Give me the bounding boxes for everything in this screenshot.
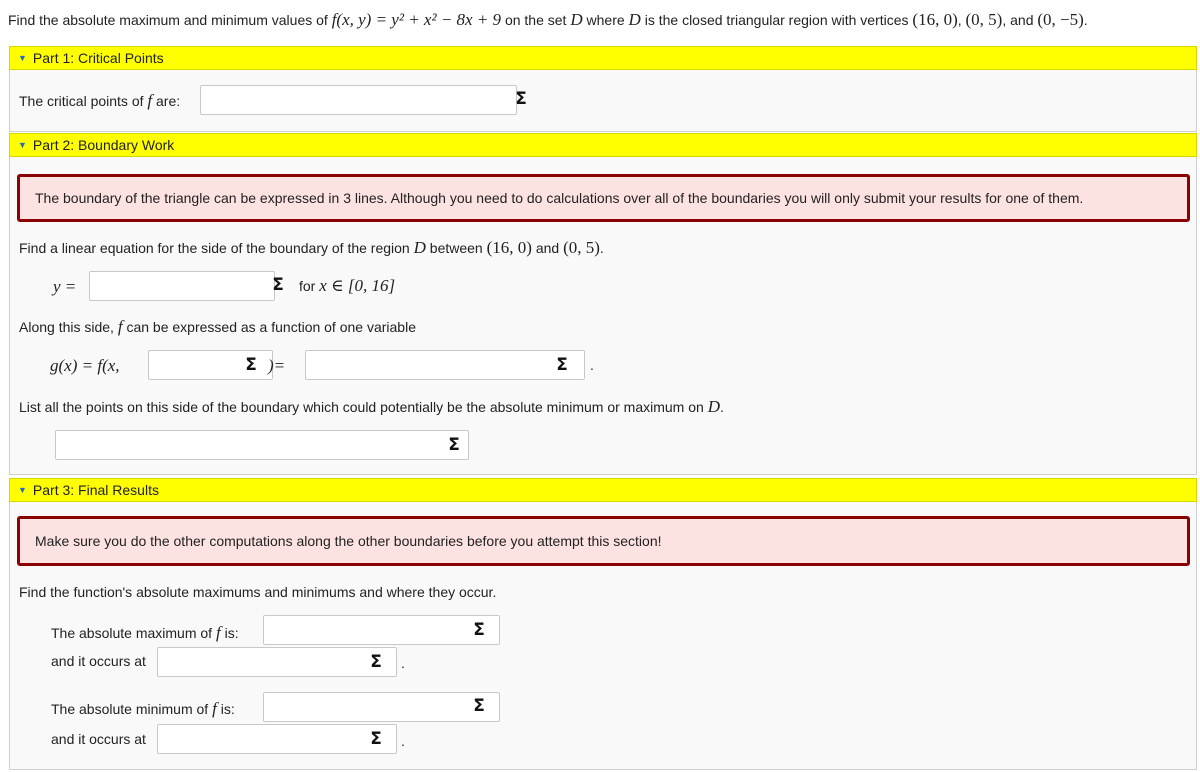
boundary-alert: The boundary of the triangle can be expressed in 3 lines. Although you need to do calculations over all of the boundaries you will only submit your results for one of them. (17, 174, 1190, 222)
g-function-label: g(x) = f(x, (50, 356, 120, 375)
part1-header[interactable]: ▼ Part 1: Critical Points (9, 46, 1197, 70)
absolute-min-label: The absolute minimum of f is: (51, 699, 235, 718)
min-location-label: and it occurs at (51, 731, 146, 747)
part3-panel: Make sure you do the other computations along the other boundaries before you attempt this section! Find the function's absolute maximums and minimums and where they occur. The absolute maximum of f is: Σ and it occurs at Σ . The absolute minimum of f is: Σ and it occurs at Σ . (9, 502, 1197, 770)
final-results-instructions: Find the function's absolute maximums and minimums and where they occur. (19, 584, 497, 600)
absolute-min-input[interactable] (263, 692, 500, 722)
g-expression-input[interactable] (305, 350, 585, 380)
question-text: Find the absolute maximum and minimum values of f(x, y) = y² + x² − 8x + 9 on the set D where D is the closed triangular region with vertices (16, 0), (0, 5), and (0, −5). (8, 10, 1088, 29)
along-side-label: Along this side, f can be expressed as a function of one variable (19, 317, 416, 336)
part2-header[interactable]: ▼ Part 2: Boundary Work (9, 133, 1197, 157)
sigma-icon[interactable]: Σ (272, 275, 284, 295)
sigma-icon[interactable]: Σ (370, 729, 382, 749)
collapse-triangle-icon[interactable]: ▼ (18, 53, 27, 63)
linear-equation-label: Find a linear equation for the side of the boundary of the region D between (16, 0) and (0, 5). (19, 238, 604, 257)
sigma-icon[interactable]: Σ (515, 89, 527, 109)
max-location-input[interactable] (157, 647, 397, 677)
final-results-alert: Make sure you do the other computations along the other boundaries before you attempt this section! (17, 516, 1190, 566)
critical-points-label: The critical points of f are: (19, 91, 181, 110)
min-location-input[interactable] (157, 724, 397, 754)
sigma-icon[interactable]: Σ (556, 355, 568, 375)
candidate-points-label: List all the points on this side of the boundary which could potentially be the absolute minimum or maximum on D. (19, 397, 724, 416)
interval-label: for x ∈ [0, 16] (299, 276, 396, 295)
linear-equation-input[interactable] (89, 271, 275, 301)
sigma-icon[interactable]: Σ (473, 696, 485, 716)
critical-points-input[interactable] (200, 85, 517, 115)
function-formula: f(x, y) = y² + x² − 8x + 9 (331, 10, 502, 29)
part3-header[interactable]: ▼ Part 3: Final Results (9, 478, 1197, 502)
sigma-icon[interactable]: Σ (448, 435, 460, 455)
part2-panel: The boundary of the triangle can be expressed in 3 lines. Although you need to do calculations over all of the boundaries you will only submit your results for one of them. Find a linear equation for the side of the boundary of the region D between (16, 0) and (0, 5). y = Σ for x ∈ [0, 16] Along this side, f can be expressed as a function of one variable g(x) = f(x, Σ )= Σ . List all the points on this side of the boundary which could potentially be the absolute minimum or maximum on D. Σ (9, 157, 1197, 475)
max-location-label: and it occurs at (51, 653, 146, 669)
absolute-max-label: The absolute maximum of f is: (51, 623, 239, 642)
sigma-icon[interactable]: Σ (370, 652, 382, 672)
sigma-icon[interactable]: Σ (245, 355, 257, 375)
sigma-icon[interactable]: Σ (473, 620, 485, 640)
g-close-label: )= (268, 356, 286, 375)
collapse-triangle-icon[interactable]: ▼ (18, 485, 27, 495)
collapse-triangle-icon[interactable]: ▼ (18, 140, 27, 150)
absolute-max-input[interactable] (263, 615, 500, 645)
y-equals-label: y = (53, 277, 77, 296)
candidate-points-input[interactable] (55, 430, 469, 460)
part1-panel (9, 70, 1197, 132)
